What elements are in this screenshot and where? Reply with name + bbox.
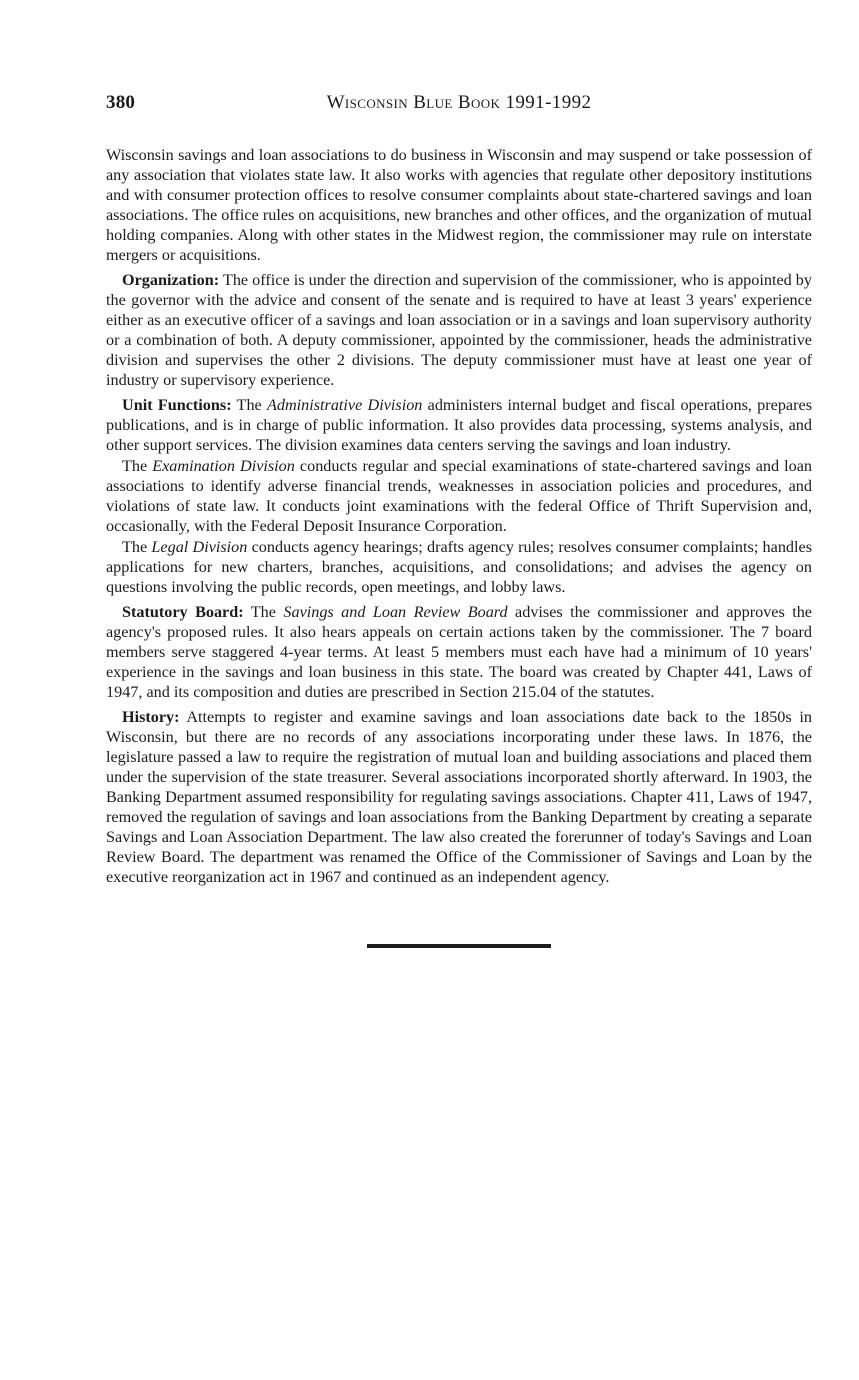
legal-pre: The: [122, 538, 152, 556]
paragraph-examination-division: [106, 456, 812, 536]
running-title: [106, 92, 812, 114]
paragraph-history: [106, 707, 812, 887]
legal-text: conducts agency hearings; drafts agency rules; resolves consumer complaints; handles applications for new charters, branches, acquisitions, and consolidations; and advises the agency on questions involving the public records, open meetings, and lobby laws.: [106, 538, 813, 596]
statutory-board-text: advises the commissioner and approves the agency's proposed rules. It also hears appeals on certain actions taken by the commissioner. The 7 board members serve staggered 4-year terms. At least 5 members must each have had a minimum of 10 years' experience in the savings and loan business in this state. The board was created by Chapter 441, Laws of 1947, and its composition and duties are prescribed in Section 215.04 of the statutes.: [106, 603, 812, 701]
section-end-rule: [367, 944, 551, 948]
review-board-term: Savings and Loan Review Board: [283, 603, 508, 621]
unit-functions-heading: Unit Functions:: [122, 396, 232, 414]
organization-text: The office is under the direction and supervision of the commissioner, who is appointed by the governor with the advice and consent of the senate and is required to have at least 3 years' experience either as an executive officer of a savings and loan association or in a savings and loan supervisory authority or a combination of both. A deputy commissioner, appointed by the commissioner, heads the administrative division and supervises the other 2 divisions. The deputy commissioner must have at least one year of industry or supervisory experience.: [106, 271, 812, 389]
examination-text: conducts regular and special examinations of state-chartered savings and loan associations to identify adverse financial trends, weaknesses in association policies and procedures, and violations of state law. It conducts joint examinations with the federal Office of Thrift Supervision and, occasionally, with the Federal Deposit Insurance Corporation.: [106, 457, 813, 535]
organization-heading: Organization:: [122, 271, 220, 289]
legal-division-term: Legal Division: [151, 538, 248, 556]
paragraph-statutory-board: [106, 602, 812, 702]
page-header: [106, 92, 812, 120]
statutory-board-pre: The: [243, 603, 284, 621]
history-heading: History:: [122, 708, 180, 726]
examination-division-term: Examination Division: [152, 457, 295, 475]
paragraph-organization: [106, 270, 812, 390]
paragraph-legal-division: [106, 537, 812, 597]
examination-pre: The: [122, 457, 153, 475]
unit-functions-pre: The: [231, 396, 267, 414]
statutory-board-heading: Statutory Board:: [122, 603, 244, 621]
history-text: Attempts to register and examine savings and loan associations date back to the 1850s in Wisconsin, but there are no records of any associations incorporating under these laws. In 1876, the legislature passed a law to require the registration of mutual loan and building associations and placed them under the supervision of the state treasurer. Several associations incorporated shortly afterward. In 1903, the Banking Department assumed responsibility for regulating savings associations. Chapter 411, Laws of 1947, removed the regulation of savings and loan associations from the Banking Department by creating a separate Savings and Loan Association Department. The law also created the forerunner of today's Savings and Loan Review Board. The department was renamed the Office of the Commissioner of Savings and Loan by the executive reorganization act in 1967 and continued as an independent agency.: [106, 708, 812, 886]
paragraph-intro-continued: Wisconsin savings and loan associations to do business in Wisconsin and may suspend or take possession of any association that violates state law. It also works with agencies that regulate other depository institutions and with consumer protection offices to resolve consumer complaints about state-chartered savings and loan associations. The office rules on acquisitions, new branches and other offices, and the organization of mutual holding companies. Along with other states in the Midwest region, the commissioner may rule on interstate mergers or acquisitions.: [106, 146, 812, 264]
running-title-text: Wisconsin Blue Book 1991-1992: [326, 92, 592, 113]
administrative-division-term: Administrative Division: [266, 396, 423, 414]
body-text: [106, 145, 812, 892]
page-number: 380: [106, 92, 136, 113]
unit-functions-text: administers internal budget and fiscal operations, prepares publications, and is in charge of public information. It also provides data processing, systems analysis, and other support services. The division examines data centers serving the savings and loan industry.: [106, 396, 812, 454]
paragraph-unit-functions: [106, 395, 812, 455]
